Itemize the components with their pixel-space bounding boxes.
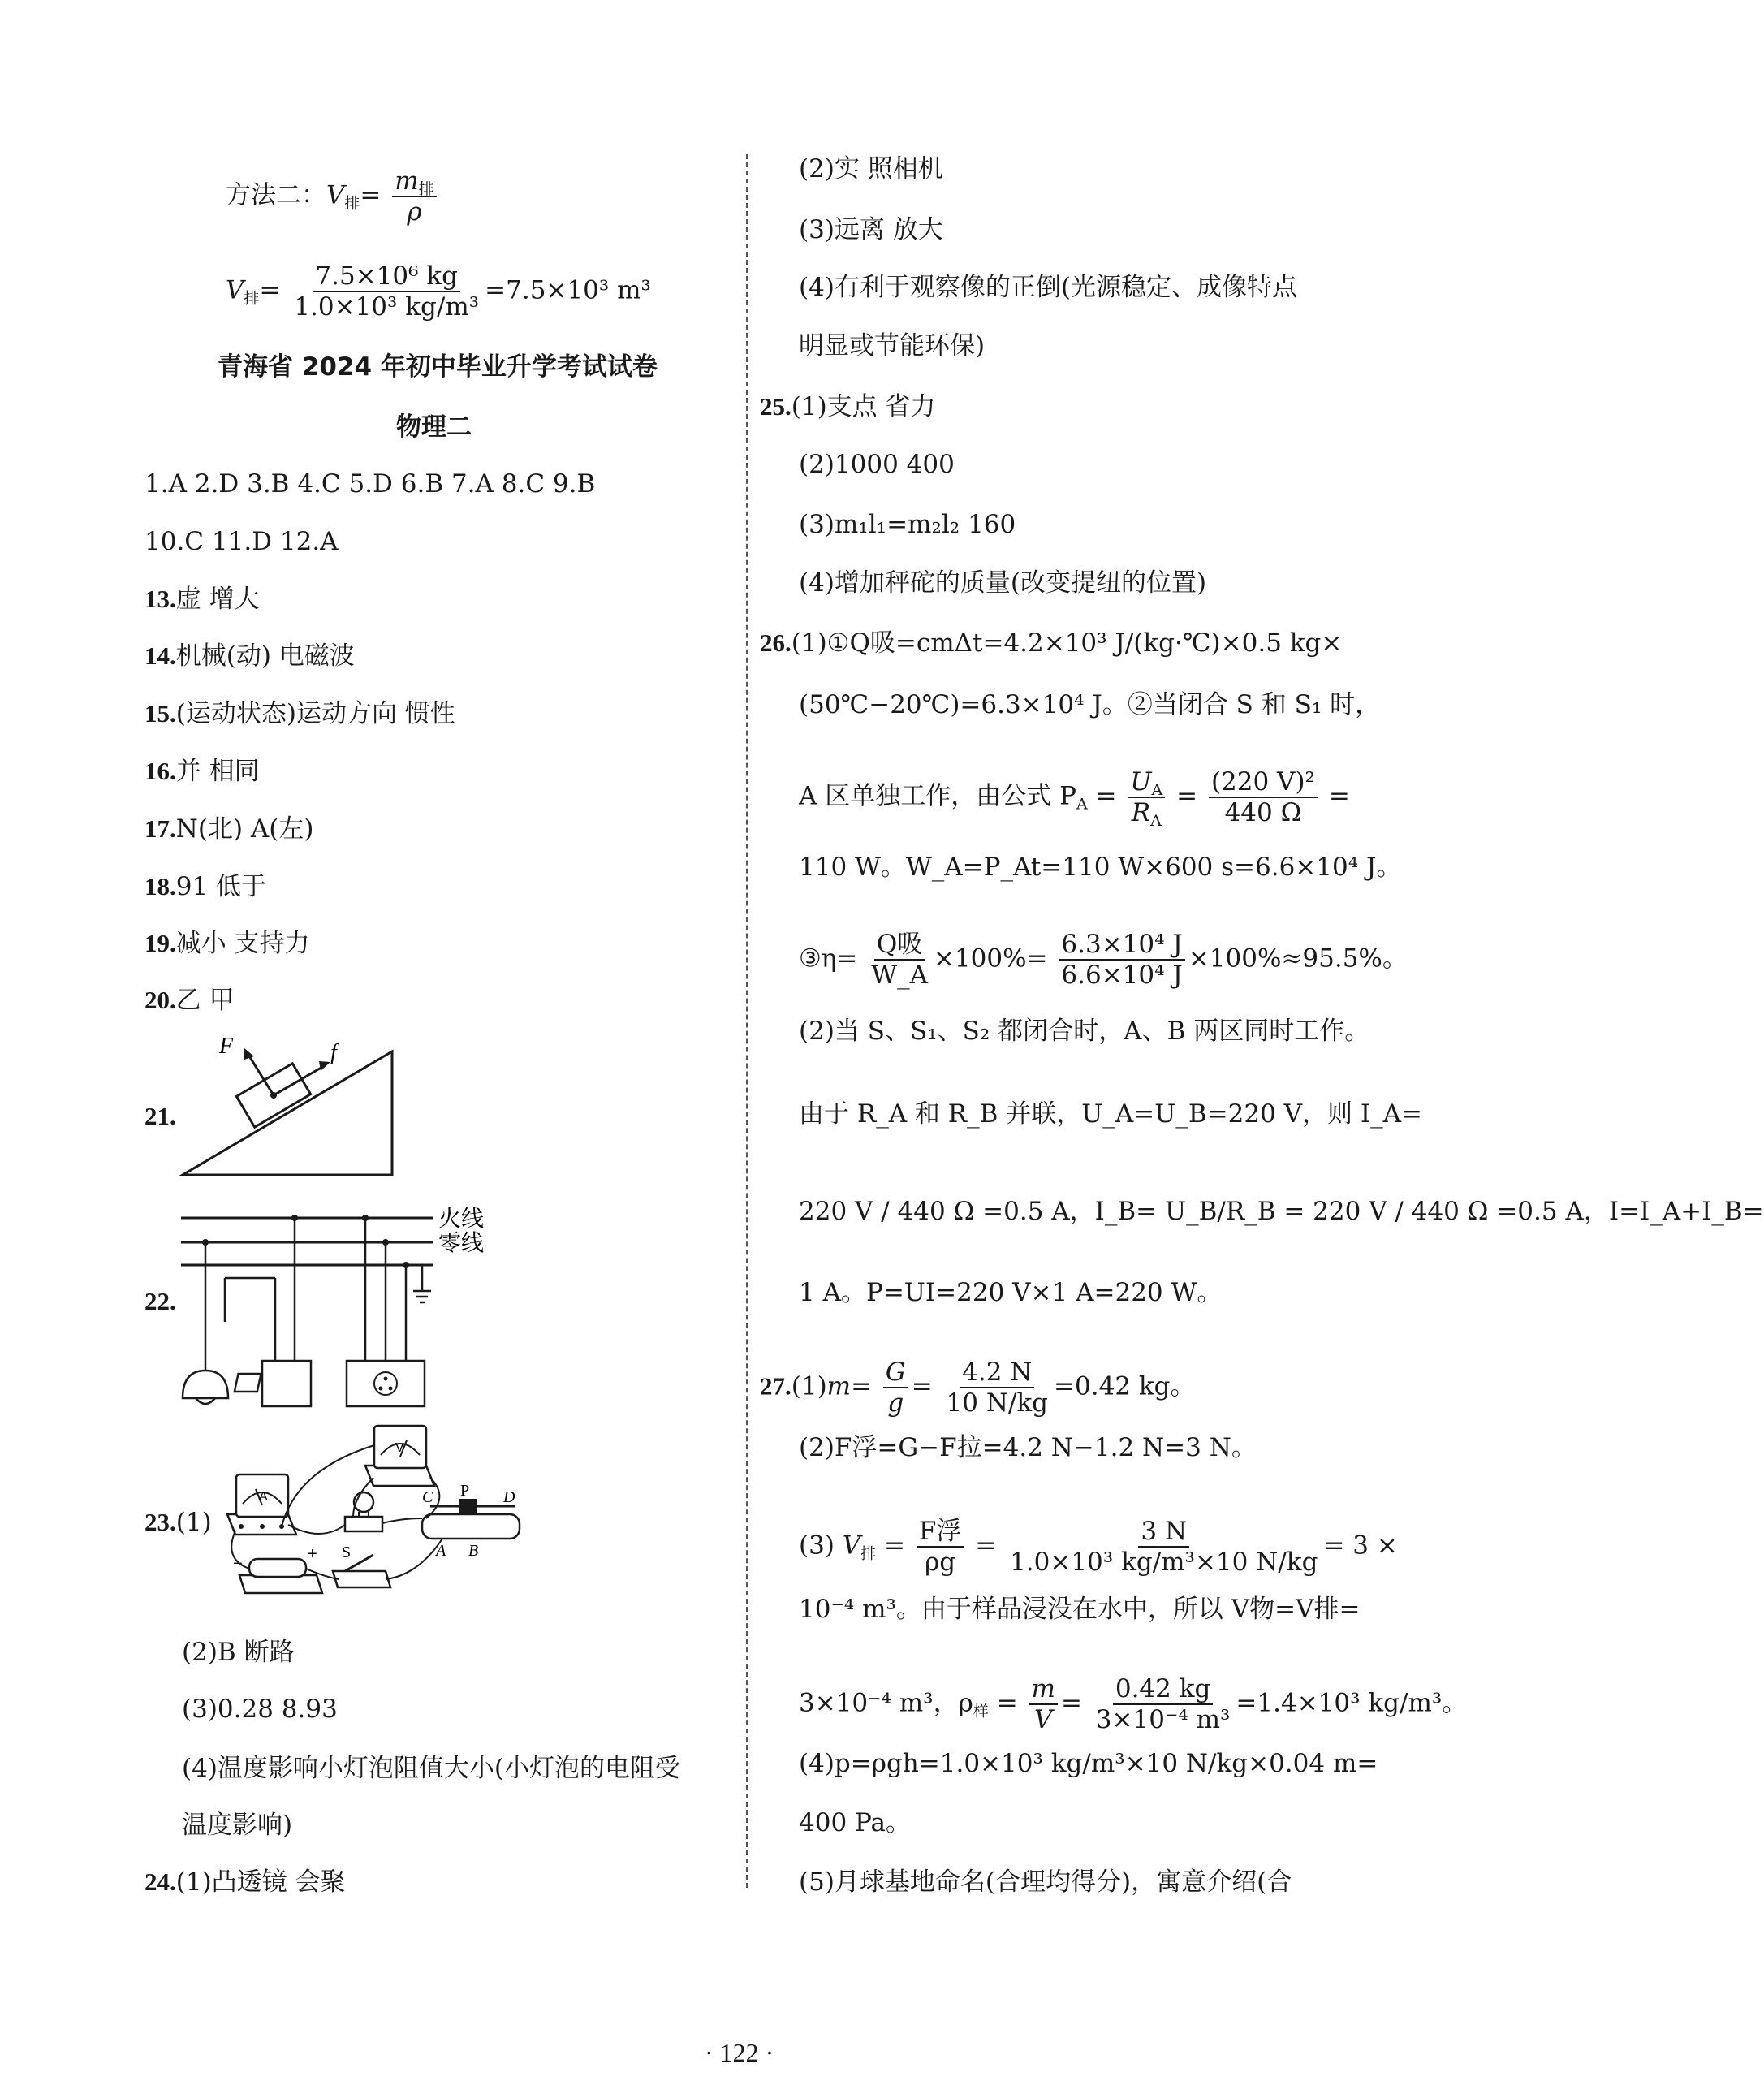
answer-20: 20.乙 甲 (144, 986, 235, 1015)
answer-27-4: (4)p=ρgh=1.0×10³ kg/m³×10 N/kg×0.04 m= (799, 1749, 1378, 1778)
answer-18: 18.91 低于 (144, 872, 267, 901)
answer-26-line6: (2)当 S、S₁、S₂ 都闭合时，A、B 两区同时工作。 (799, 1017, 1370, 1046)
live-wire-label: 火线 (438, 1205, 485, 1232)
rheostat (422, 1482, 520, 1560)
neutral-wire-label: 零线 (438, 1229, 485, 1256)
volume-calculation: $V_排=$ $\frac{\text{7.5×10⁶ kg}}{\text{1.0×10³ kg/m³}}$ =7.5×10³ m³ (226, 261, 651, 322)
page-number: · 122 · (705, 2038, 774, 2067)
svg-text:+: + (308, 1545, 317, 1563)
mc-answers-row2: 10.C 11.D 12.A (144, 527, 339, 556)
answer-26-line1: 26.(1)①Q吸=cmΔt=4.2×10³ J/(kg·℃)×0.5 kg× (760, 628, 1343, 658)
svg-text:−: − (233, 1555, 243, 1573)
incline-force-diagram (175, 1035, 402, 1181)
answer-27-3-cont: 10⁻⁴ m³。由于样品浸没在水中，所以 V物=V排= (799, 1595, 1361, 1624)
answer-25-4: (4)增加秤砣的质量(改变提纽的位置) (799, 568, 1207, 598)
method-two-formula: 方法二：$V_排=$ $\frac{m_排}{\rho}$ (226, 166, 440, 227)
answer-26-line4: 110 W。W_A=P_At=110 W×600 s=6.6×10⁴ J。 (799, 853, 1402, 882)
svg-text:P: P (460, 1482, 470, 1500)
answer-23-3: (3)0.28 8.93 (182, 1695, 338, 1724)
svg-text:C: C (422, 1488, 433, 1506)
voltmeter (365, 1426, 434, 1486)
answer-26-line8: 220 V / 440 Ω =0.5 A，I_B= U_B/R_B = 220 V / 440 Ω =0.5 A，I=I_A+I_B= (799, 1197, 1764, 1226)
answer-27-3: (3) $V_排$ = $\frac{\text{F浮}}{\rho g}$ = $\frac{3 N}{\text{1.0×10³ kg/m³×10 N/kg}}$ = 3 × (799, 1517, 1398, 1577)
label-f: f (330, 1040, 337, 1065)
answer-26-line9: 1 A。P=UI=220 V×1 A=220 W。 (799, 1278, 1223, 1307)
answer-27-1: 27.(1)m= $\frac{G}{g}$ = $\frac{4.2 N}{10 N/kg}$ =0.42 kg。 (760, 1358, 1196, 1418)
answer-23-4: (4)温度影响小灯泡阻值大小(小灯泡的电阻受 (182, 1754, 681, 1783)
svg-text:A: A (259, 1490, 268, 1504)
answer-24-2: (2)实 照相机 (799, 154, 943, 183)
lamp (183, 1371, 228, 1398)
svg-text:V: V (395, 1441, 404, 1455)
answer-24-1: 24.(1)凸透镜 会聚 (144, 1867, 346, 1897)
answer-23-2: (2)B 断路 (182, 1638, 295, 1667)
answer-24-4-cont: 明显或节能环保) (799, 331, 986, 361)
answer-22-label: 22. (144, 1287, 176, 1315)
answer-17: 17.N(北) A(左) (144, 814, 314, 844)
svg-text:D: D (503, 1488, 515, 1506)
svg-text:S: S (342, 1543, 352, 1561)
mc-answers-row1: 1.A 2.D 3.B 4.C 5.D 6.B 7.A 8.C 9.B (144, 469, 596, 499)
socket-box (347, 1361, 425, 1406)
ammeter (227, 1474, 296, 1535)
answer-27-3-density: 3×10⁻⁴ m³，$\rho_样$ = $\frac{m}{V}$ = $\frac{0.42 kg}{\text{3×10⁻⁴ m³}}$ =1.4×10³ kg/m³。 (799, 1674, 1468, 1734)
answer-26-line7: 由于 R_A 和 R_B 并联，U_A=U_B=220 V，则 I_A= (799, 1099, 1423, 1129)
household-wiring-diagram (175, 1200, 499, 1411)
answer-25-1: 25.(1)支点 省力 (760, 392, 936, 421)
answer-24-3: (3)远离 放大 (799, 215, 943, 244)
answer-25-3: (3)m₁l₁=m₂l₂ 160 (799, 510, 1016, 539)
answer-23-label: 23.(1) (144, 1508, 212, 1537)
answer-19: 19.减小 支持力 (144, 929, 310, 958)
exam-title: 青海省 2024 年初中毕业升学考试试卷 (218, 352, 658, 382)
answer-26-line2: (50℃−20℃)=6.3×10⁴ J。②当闭合 S 和 S₁ 时， (799, 690, 1381, 719)
answer-23-4-cont: 温度影响) (182, 1811, 293, 1840)
answer-21-label: 21. (144, 1102, 176, 1130)
measurement-circuit-diagram (223, 1421, 532, 1616)
bulb (345, 1492, 382, 1531)
svg-text:B: B (468, 1542, 479, 1560)
answer-14: 14.机械(动) 电磁波 (144, 641, 355, 671)
answer-27-2: (2)F浮=G−F拉=4.2 N−1.2 N=3 N。 (799, 1433, 1257, 1462)
label-F: F (219, 1034, 234, 1059)
answer-27-4-cont: 400 Pa。 (799, 1808, 911, 1837)
answer-25-2: (2)1000 400 (799, 450, 955, 479)
exam-subtitle: 物理二 (396, 412, 472, 442)
switch-box (262, 1361, 311, 1406)
answer-27-5: (5)月球基地命名(合理均得分)，寓意介绍(合 (799, 1867, 1292, 1897)
answer-16: 16.并 相同 (144, 757, 260, 786)
answer-26-line5: ③η= $\frac{\text{Q吸}}{W\_A}$ ×100%= $\frac{\text{6.3×10⁴ J}}{\text{6.6×10⁴ J}}$ ×100%≈95.5%。 (799, 930, 1408, 990)
column-divider (746, 154, 748, 1888)
answer-26-line3: A 区单独工作，由公式 $P_A$ = $\frac{U_A}{R_A}$ = $\frac{\text{(220 V)²}}{440 \Omega}$ = (799, 767, 1350, 830)
switch (333, 1543, 390, 1587)
svg-text:A: A (436, 1542, 446, 1560)
answer-13: 13.虚 增大 (144, 585, 260, 614)
answer-24-4: (4)有利于观察像的正倒(光源稳定、成像特点 (799, 273, 1298, 302)
answer-15: 15.(运动状态)运动方向 惯性 (144, 699, 455, 728)
